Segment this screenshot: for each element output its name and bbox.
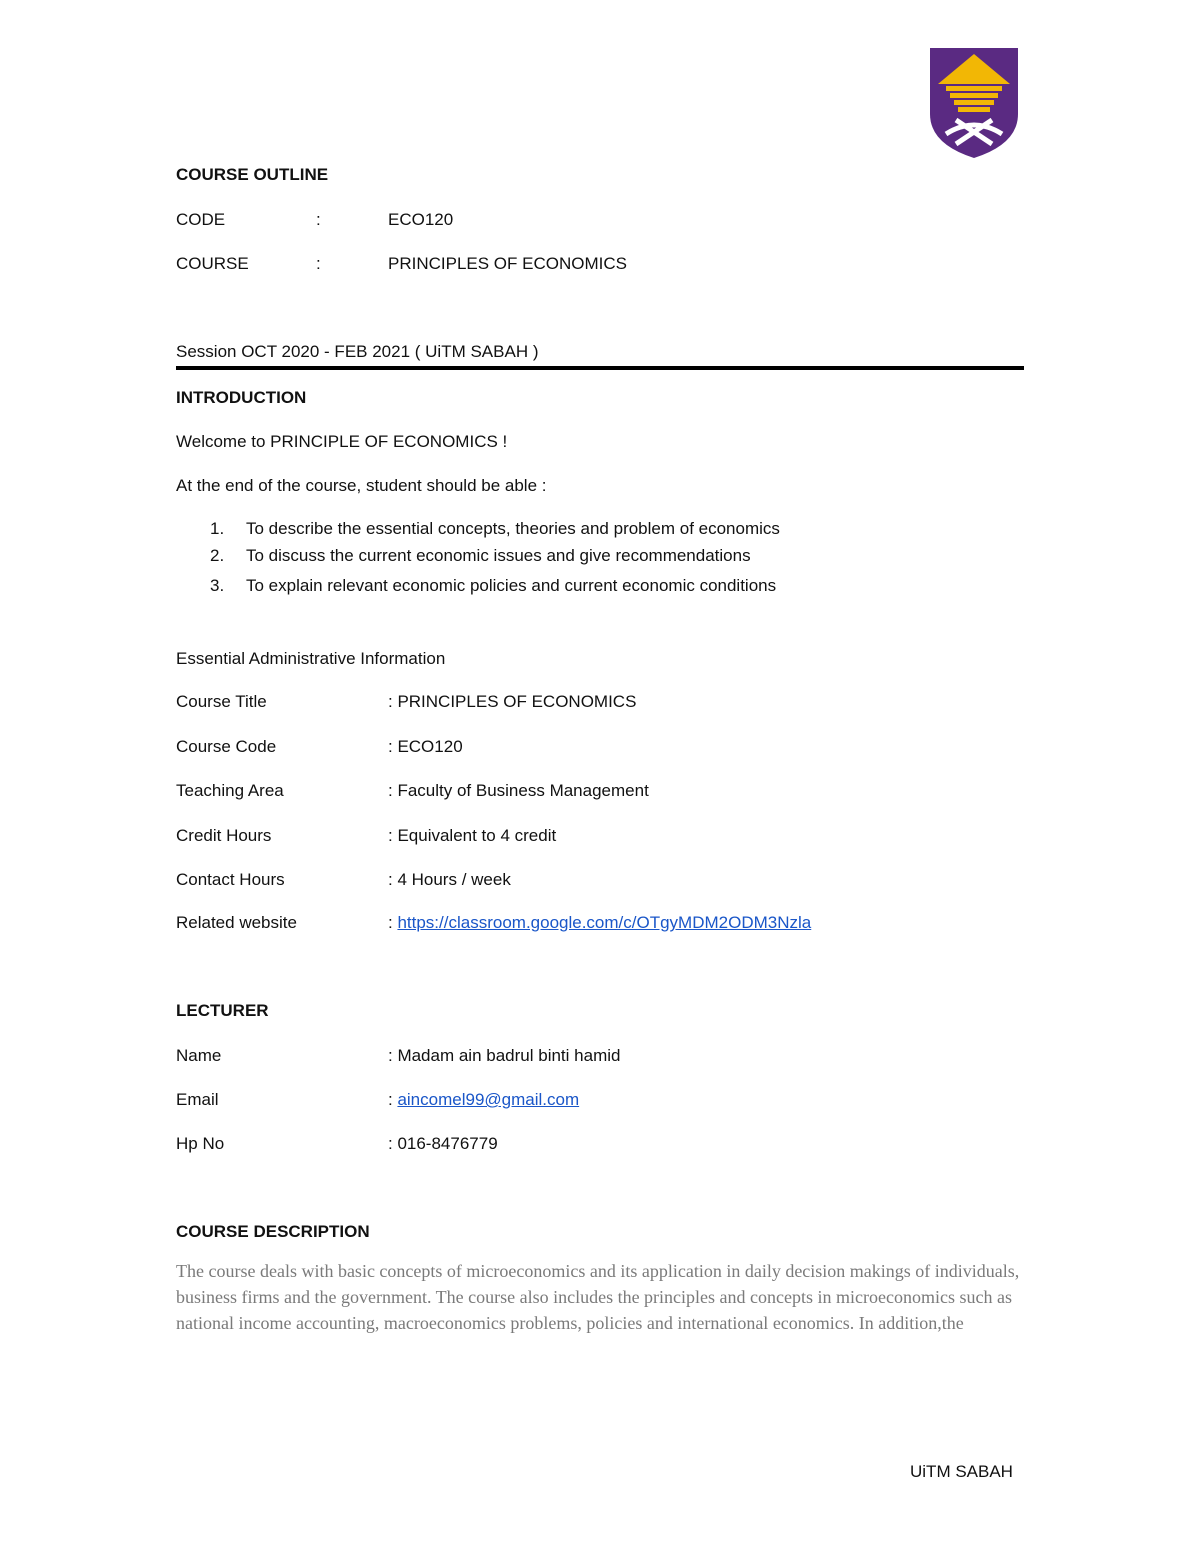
website-link[interactable]: https://classroom.google.com/c/OTgyMDM2ODM3Nzla — [397, 913, 812, 932]
lecturer-email-label: Email — [176, 1090, 219, 1109]
admin-row-label: Credit Hours — [176, 826, 272, 845]
admin-row-value: : Equivalent to 4 credit — [388, 826, 557, 845]
objective-number: 1. — [210, 519, 225, 538]
description-heading: COURSE DESCRIPTION — [176, 1222, 370, 1241]
description-text: The course deals with basic concepts of microeconomics and its application in daily decision makings of individuals, business firms and the government. The course also includes the principles and concepts in microeconomics such as national income accounting, macroeconomics problems, policies and international economics. In addition,the — [176, 1261, 1020, 1333]
website-row — [388, 913, 811, 933]
objectives-lead: At the end of the course, student should be able : — [176, 476, 547, 495]
course-label: COURSE — [176, 254, 249, 273]
admin-row-label: Contact Hours — [176, 870, 285, 889]
admin-row-value: : ECO120 — [388, 737, 463, 756]
objective-text: To describe the essential concepts, theories and problem of economics — [246, 519, 780, 538]
objective-text: To explain relevant economic policies and current economic conditions — [246, 576, 777, 595]
code-colon: : — [316, 210, 321, 229]
lecturer-phone-value: : 016-8476779 — [388, 1134, 498, 1153]
admin-heading: Essential Administrative Information — [176, 649, 446, 668]
website-label: Related website — [176, 913, 297, 932]
lecturer-heading: LECTURER — [176, 1001, 269, 1020]
admin-row-label: Course Title — [176, 692, 267, 711]
admin-row-value: : Faculty of Business Management — [388, 781, 649, 800]
course-outline-title: COURSE OUTLINE — [176, 165, 329, 184]
divider-rule — [176, 366, 1024, 370]
welcome-text: Welcome to PRINCIPLE OF ECONOMICS ! — [176, 432, 508, 451]
crest-shield-icon — [928, 44, 1020, 160]
email-link[interactable]: aincomel99@gmail.com — [397, 1090, 580, 1109]
email-prefix: : — [388, 1090, 398, 1109]
lecturer-phone-label: Hp No — [176, 1134, 225, 1153]
objective-number: 2. — [210, 546, 225, 565]
objective-text: To discuss the current economic issues and give recommendations — [246, 546, 751, 565]
code-value: ECO120 — [388, 210, 454, 229]
website-prefix: : — [388, 913, 398, 932]
course-value: PRINCIPLES OF ECONOMICS — [388, 254, 627, 273]
uitm-crest-logo — [928, 44, 1020, 160]
page-footer: UiTM SABAH — [910, 1462, 1013, 1481]
lecturer-email-row — [388, 1090, 579, 1110]
lecturer-name-label: Name — [176, 1046, 222, 1065]
lecturer-name-value: : Madam ain badrul binti hamid — [388, 1046, 621, 1065]
introduction-heading: INTRODUCTION — [176, 388, 307, 407]
course-colon: : — [316, 254, 321, 273]
admin-row-value: : 4 Hours / week — [388, 870, 511, 889]
code-label: CODE — [176, 210, 226, 229]
admin-row-label: Course Code — [176, 737, 277, 756]
objective-number: 3. — [210, 576, 225, 595]
admin-row-value: : PRINCIPLES OF ECONOMICS — [388, 692, 637, 711]
session-line: Session OCT 2020 - FEB 2021 ( UiTM SABAH ) — [176, 342, 539, 361]
admin-row-label: Teaching Area — [176, 781, 284, 800]
